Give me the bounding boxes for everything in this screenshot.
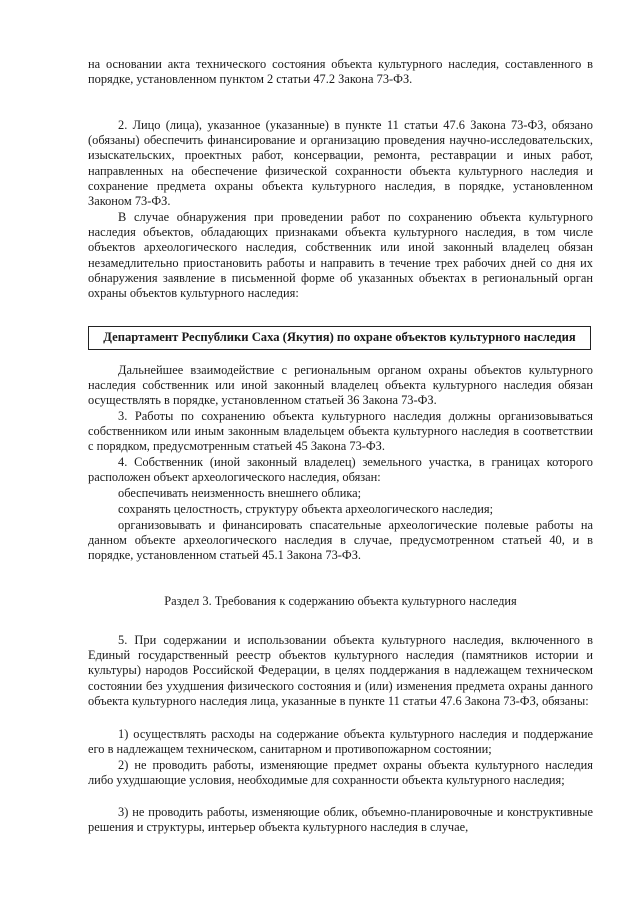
section-title: Раздел 3. Требования к содержанию объекта культурного наследия bbox=[164, 594, 517, 608]
paragraph-item-5: 5. При содержании и использовании объекта культурного наследия, включенного в Единый государственный реестр объектов культурного наследия (памятников истории и культуры) народов Российской Федерации, в целях поддержания в надлежащем техническом состоянии без ухудшения физического состояния и (или) изменения предмета охраны данного объекта культурного наследия лица, указанные в пункте 11 статьи 47.6 Закона 73-ФЗ, обязаны: bbox=[88, 633, 593, 708]
paragraph-duty-integrity: сохранять целостность, структуру объекта археологического наследия; bbox=[118, 502, 494, 516]
paragraph-interaction: Дальнейшее взаимодействие с региональным органом охраны объектов культурного наследия собственник или иной законный владелец объекта культурного наследия обязан осуществлять в порядке, установленном статьей 36 Закона 73-ФЗ. bbox=[88, 363, 593, 408]
paragraph-discovery: В случае обнаружения при проведении работ по сохранению объекта культурного наследия объектов, обладающих признаками объекта культурного наследия, в том числе объектов археологического наследия, собственник или иной законный владелец обязан незамедлительно приостановить работы и направить в течение трех рабочих дней со дня их обнаружения заявление в письменной форме об указанных объектах в региональный орган охраны объектов культурного наследия: bbox=[88, 210, 593, 301]
paragraph-subitem-3: 3) не проводить работы, изменяющие облик, объемно-планировочные и конструктивные решения и структуры, интерьер объекта культурного наследия в случае, bbox=[88, 805, 593, 835]
paragraph-item-3: 3. Работы по сохранению объекта культурного наследия должны организовываться собственником или иным законным владельцем объекта культурного наследия в соответствии с порядком, предусмотренным статьей 45 Закона 73-ФЗ. bbox=[88, 409, 593, 454]
paragraph-item-4: 4. Собственник (иной законный владелец) земельного участка, в границах которого расположен объект археологического наследия, обязан: bbox=[88, 455, 593, 485]
paragraph-item-2: 2. Лицо (лица), указанное (указанные) в пункте 11 статьи 47.6 Закона 73-ФЗ, обязано (обязаны) обеспечить финансирование и организацию проведения научно-исследовательских, изыскательских, проектных работ, консервации, ремонта, реставрации и иных работ, направленных на обеспечение физической сохранности объекта культурного наследия и сохранение предмета охраны объекта культурного наследия, в порядке, установленном Законом 73-ФЗ. bbox=[88, 118, 593, 209]
regional-authority-box: Департамент Республики Саха (Якутия) по охране объектов культурного наследия bbox=[88, 326, 591, 350]
paragraph-subitem-1: 1) осуществлять расходы на содержание объекта культурного наследия и поддержание его в надлежащем техническом, санитарном и противопожарном состоянии; bbox=[88, 727, 593, 757]
paragraph-duty-appearance: обеспечивать неизменность внешнего облика; bbox=[118, 486, 362, 500]
paragraph-subitem-2: 2) не проводить работы, изменяющие предмет охраны объекта культурного наследия либо ухудшающие условия, необходимые для сохранности объекта культурного наследия; bbox=[88, 758, 593, 788]
paragraph-duty-rescue: организовывать и финансировать спасательные археологические полевые работы на данном объекте археологического наследия в случае, предусмотренном статьей 40, и в порядке, установленном статьей 45.1 Закона 73-ФЗ. bbox=[88, 518, 593, 563]
paragraph-intro: на основании акта технического состояния объекта культурного наследия, составленного в порядке, установленном пунктом 2 статьи 47.2 Закона 73-ФЗ. bbox=[88, 57, 593, 87]
